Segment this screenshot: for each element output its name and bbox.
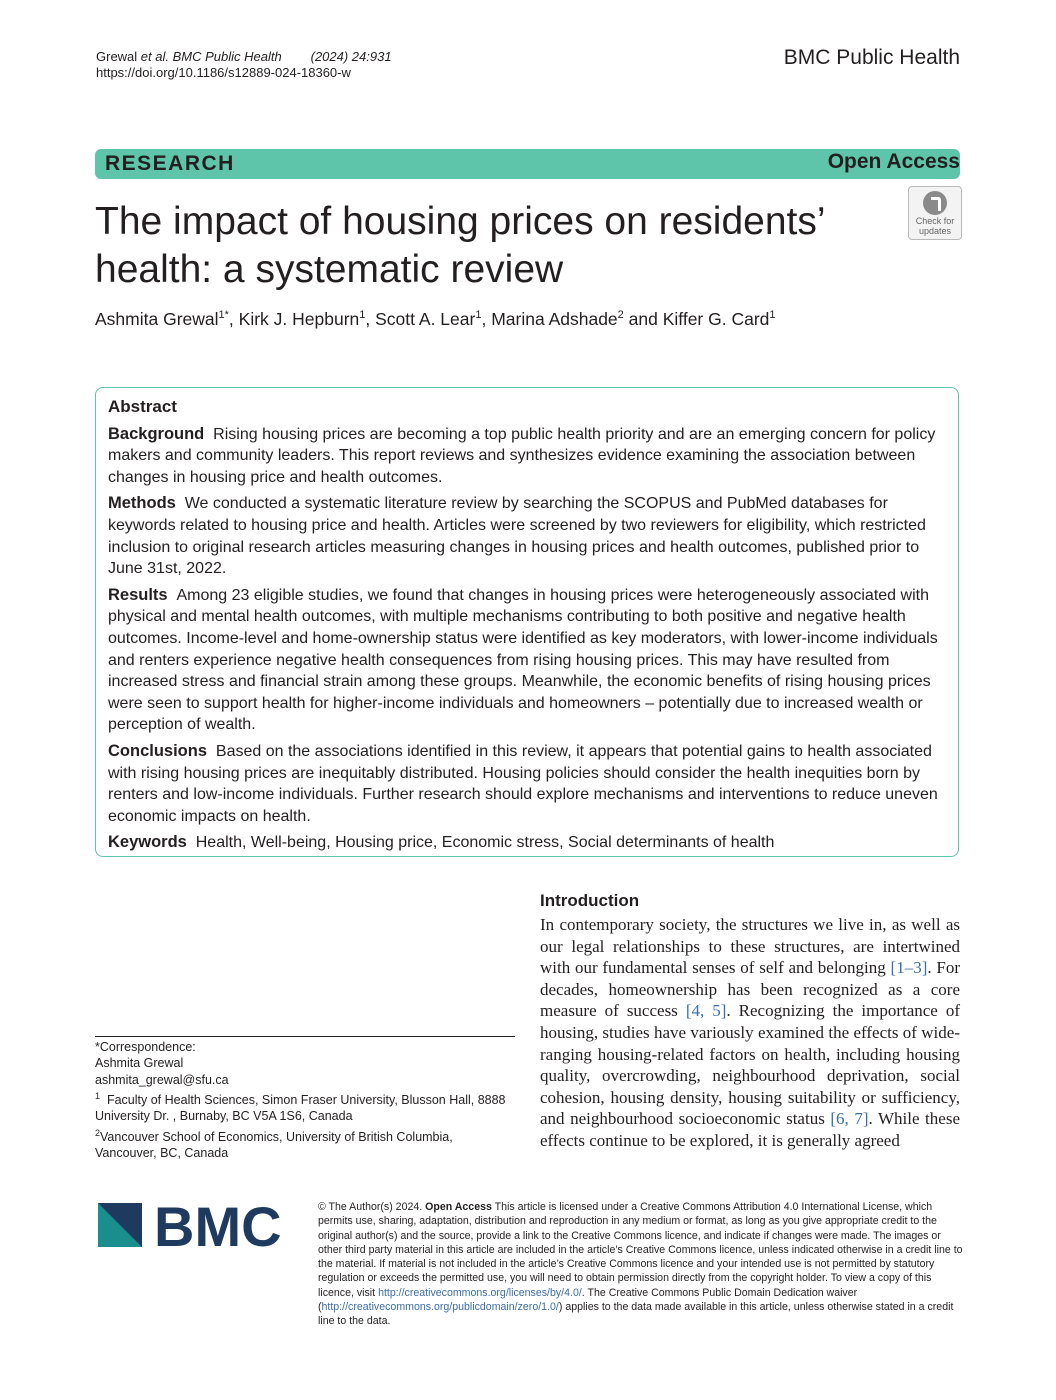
- conclusions-label: Conclusions: [108, 741, 208, 760]
- introduction-heading: Introduction: [540, 891, 640, 910]
- affiliation-2: [95, 1125, 515, 1162]
- author-affiliation: 1*: [218, 309, 229, 322]
- citation-authors: Grewal: [96, 49, 141, 64]
- abstract-heading: Abstract: [108, 397, 177, 416]
- doi-link[interactable]: https://doi.org/10.1186/s12889-024-18360-w: [96, 65, 351, 80]
- correspondence-block: [95, 1039, 515, 1161]
- methods-text: We conducted a systematic literature review by searching the SCOPUS and PubMed databases for keywords related to housing price and health. Articles were screened by two reviewers for eligibility, which restricted inclusion to original research articles measuring changes in housing prices and health outcomes, published prior to June 31st, 2022.: [108, 495, 926, 578]
- results-text: Among 23 eligible studies, we found that changes in housing prices were heterogeneously associated with physical and mental health outcomes, with multiple mechanisms contributing to both positive and negative health outcomes. Income-level and home-ownership status were identified as key moderators, with lower-income individuals and renters experience negative health consequences from rising housing prices. This may have resulted from increased stress and financial strain among these groups. Meanwhile, the economic benefits of rising housing prices were seen to support health for higher-income individuals and homeowners – potentially due to increased wealth or perception of wealth.: [108, 586, 938, 734]
- open-access-label: Open Access: [827, 150, 960, 173]
- citation-link[interactable]: [4, 5]: [685, 1001, 727, 1021]
- check-updates-line1: Check for: [915, 216, 955, 226]
- cc-by-link[interactable]: http://creativecommons.org/licenses/by/4.0/: [378, 1286, 582, 1299]
- author-affiliation: 1: [475, 309, 482, 322]
- license-part-b: This article is licensed under a Creative Commons Attribution 4.0 International License, which permits use, sharing, adaptation, distribution and reproduction in any medium or format, as long as you give appropriate credit to the original author(s) and the source, provide a link to the Creative Commons licence, and indicate if changes were made. The images or other third party material in this article are included in the article’s Creative Commons licence, unless indicated otherwise in a credit line to the material. If material is not included in the article’s Creative Commons licence and your intended use is not permitted by statutory regulation or exceeds the permitted use, you will need to obtain permission directly from the copyright holder. To view a copy of this licence, visit: [318, 1201, 963, 1299]
- journal-name: BMC Public Health: [783, 46, 960, 69]
- license-part-c: . The Creative Commons Public Domain Dedication waiver (: [318, 1286, 858, 1314]
- correspondence-name: Ashmita Grewal: [95, 1056, 184, 1071]
- affiliation-text: Vancouver School of Economics, University of British Columbia, Vancouver, BC, Canada: [95, 1129, 453, 1161]
- author-separator: ,: [481, 309, 492, 329]
- affiliation-number: 2: [95, 1127, 101, 1138]
- citation-link[interactable]: [6, 7]: [830, 1109, 869, 1129]
- citation-link[interactable]: [1–3]: [890, 958, 928, 978]
- logo-text: BMC: [154, 1199, 282, 1251]
- author-affiliation: 1: [769, 309, 776, 322]
- background-label: Background: [108, 424, 205, 443]
- abstract-keywords: [108, 832, 938, 854]
- license-text: [318, 1200, 963, 1329]
- keywords-label: Keywords: [108, 833, 187, 852]
- abstract-conclusions: [108, 741, 938, 827]
- author-separator: and: [623, 309, 663, 329]
- correspondence-label: *Correspondence:: [95, 1040, 196, 1054]
- author-affiliation: 2: [617, 309, 624, 322]
- intro-text-1: In contemporary society, the structures we live in, as well as our legal relationships to these structures, are intertwined with our fundamental senses of self and belonging: [540, 915, 960, 978]
- background-text: Rising housing prices are becoming a top public health priority and are an emerging concern for policy makers and community leaders. This report reviews and synthesizes evidence examining the association between changes in housing price and health outcomes.: [108, 425, 936, 486]
- intro-text-2: . For decades, homeownership has been recognized as a core measure of success: [540, 958, 960, 1021]
- citation-line: [96, 49, 392, 65]
- author-name[interactable]: Kiffer G. Card: [662, 309, 770, 329]
- author-name[interactable]: Marina Adshade: [491, 309, 618, 329]
- results-label: Results: [108, 585, 168, 604]
- bookmark-icon: [923, 191, 947, 215]
- author-separator: ,: [228, 309, 239, 329]
- license-part-d: ) applies to the data made available in this article, unless otherwise stated in a credit line to the data.: [318, 1301, 954, 1328]
- author-separator: ,: [365, 309, 376, 329]
- abstract-background: [108, 424, 938, 489]
- author-list: [95, 309, 776, 330]
- article-title: The impact of housing prices on residents’ health: a systematic review: [95, 200, 825, 291]
- conclusions-text: Based on the associations identified in this review, it appears that potential gains to health associated with rising housing prices are inequitably distributed. Housing policies should consider the health inequities born by renters and low-income individuals. Further research should explore mechanisms and interventions to reduce uneven economic impacts on health.: [108, 742, 938, 825]
- check-for-updates-button[interactable]: [908, 186, 962, 240]
- correspondence-divider: [95, 1036, 515, 1037]
- author-name[interactable]: Scott A. Lear: [375, 309, 476, 329]
- author-affiliation: 1: [359, 309, 366, 322]
- keywords-text: Health, Well-being, Housing price, Economic stress, Social determinants of health: [195, 834, 775, 852]
- check-updates-line2: updates: [918, 226, 952, 236]
- introduction-text: [540, 914, 960, 1152]
- affiliation-number: 1: [95, 1090, 101, 1101]
- article-type-label: RESEARCH: [105, 152, 235, 175]
- author-name[interactable]: Kirk J. Hepburn: [238, 309, 360, 329]
- citation-journal: et al. BMC Public Health: [140, 49, 282, 64]
- abstract-methods: [108, 493, 938, 579]
- cc-zero-link[interactable]: http://creativecommons.org/publicdomain/zero/1.0/: [321, 1301, 559, 1314]
- intro-text-3: . Recognizing the importance of housing, studies have variously examined the effects of wide-ranging housing-related factors on health, including housing quality, overcrowding, neighbourhood deprivation, social cohesion, housing density, housing suitability or sufficiency, and neighbourhood socioeconomic status: [540, 1001, 961, 1129]
- methods-label: Methods: [108, 494, 176, 513]
- license-open-access: Open Access: [425, 1201, 492, 1213]
- author-name[interactable]: Ashmita Grewal: [95, 309, 219, 329]
- citation-year: (2024) 24:931: [310, 49, 392, 64]
- abstract-content: [108, 396, 938, 859]
- license-part-a: © The Author(s) 2024.: [318, 1201, 426, 1213]
- bmc-logo: [96, 1199, 296, 1251]
- affiliation-text: Faculty of Health Sciences, Simon Fraser University, Blusson Hall, 8888 University Dr. , Burnaby, BC V5A 1S6, Canada: [95, 1093, 506, 1124]
- affiliation-1: [95, 1088, 515, 1125]
- abstract-results: [108, 585, 938, 736]
- intro-text-4: . While these effects continue to be explored, it is generally agreed: [540, 1109, 960, 1150]
- correspondence-email[interactable]: ashmita_grewal@sfu.ca: [95, 1072, 229, 1087]
